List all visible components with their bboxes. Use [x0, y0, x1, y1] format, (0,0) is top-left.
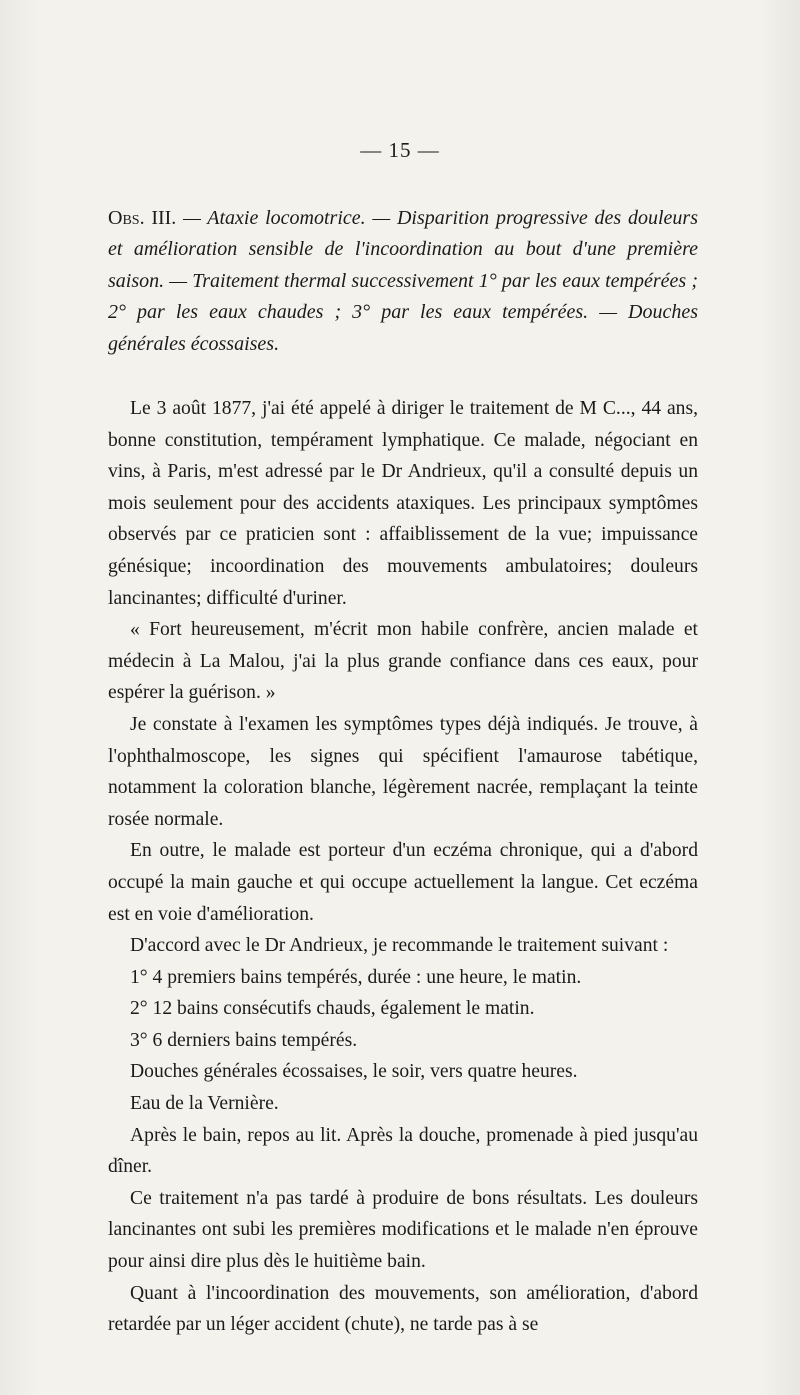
- paragraph: « Fort heureusement, m'écrit mon habile confrère, ancien malade et médecin à La Malou, j'ai la plus grande confiance dans ces eaux, pour espérer la guérison. »: [108, 619, 698, 704]
- observation-title: — Ataxie locomotrice. — Disparition progressive des douleurs et amélioration sensible de l'incoordination au bout d'une première saison. — Traitement thermal successivement 1° par les eaux tempérées ; 2° par les eaux chaudes ; 3° par les eaux tempérées. — Douches générales écossaises.: [108, 207, 698, 355]
- treatment-item: 2° 12 bains consécutifs chauds, également le matin.: [130, 998, 535, 1020]
- treatment-item: 3° 6 derniers bains tempérés.: [130, 1029, 358, 1051]
- paragraph: Ce traitement n'a pas tardé à produire de bons résultats. Les douleurs lancinantes ont subi les premières modifications et le malade n'en éprouve pour ainsi dire plus dès le huitième bain.: [108, 1187, 698, 1273]
- page-number: — 15 —: [360, 138, 440, 162]
- observation-label: Obs. III.: [108, 207, 177, 229]
- paragraph: Quant à l'incoordination des mouvements, son amélioration, d'abord retardée par un léger accident (chute), ne tarde pas à se: [108, 1282, 698, 1336]
- treatment-item: 1° 4 premiers bains tempérés, durée : une heure, le matin.: [130, 966, 582, 988]
- paragraph: Douches générales écossaises, le soir, vers quatre heures.: [130, 1061, 578, 1083]
- paragraph: D'accord avec le Dr Andrieux, je recommande le traitement suivant :: [130, 935, 669, 957]
- paragraph: Après le bain, repos au lit. Après la douche, promenade à pied jusqu'au dîner.: [108, 1124, 698, 1178]
- paragraph: En outre, le malade est porteur d'un eczéma chronique, qui a d'abord occupé la main gauche et qui occupe actuellement la langue. Cet eczéma est en voie d'amélioration.: [108, 840, 698, 925]
- paragraph: Eau de la Vernière.: [130, 1093, 279, 1115]
- body-text: [108, 393, 698, 1341]
- paragraph: Je constate à l'examen les symptômes types déjà indiqués. Je trouve, à l'ophthalmoscope, les signes qui spécifient l'amaurose tabétique, notamment la coloration blanche, légèrement nacrée, remplaçant la teinte rosée normale.: [108, 713, 698, 830]
- observation-summary: [108, 203, 698, 360]
- paragraph: Le 3 août 1877, j'ai été appelé à diriger le traitement de M C..., 44 ans, bonne constitution, tempérament lymphatique. Ce malade, négociant en vins, à Paris, m'est adressé par le Dr Andrieux, qu'il a consulté depuis un mois seulement pour des accidents ataxiques. Les principaux symptômes observés par ce praticien sont : affaiblissement de la vue; impuissance génésique; incoordination des mouvements ambulatoires; douleurs lancinantes; difficulté d'uriner.: [108, 398, 698, 609]
